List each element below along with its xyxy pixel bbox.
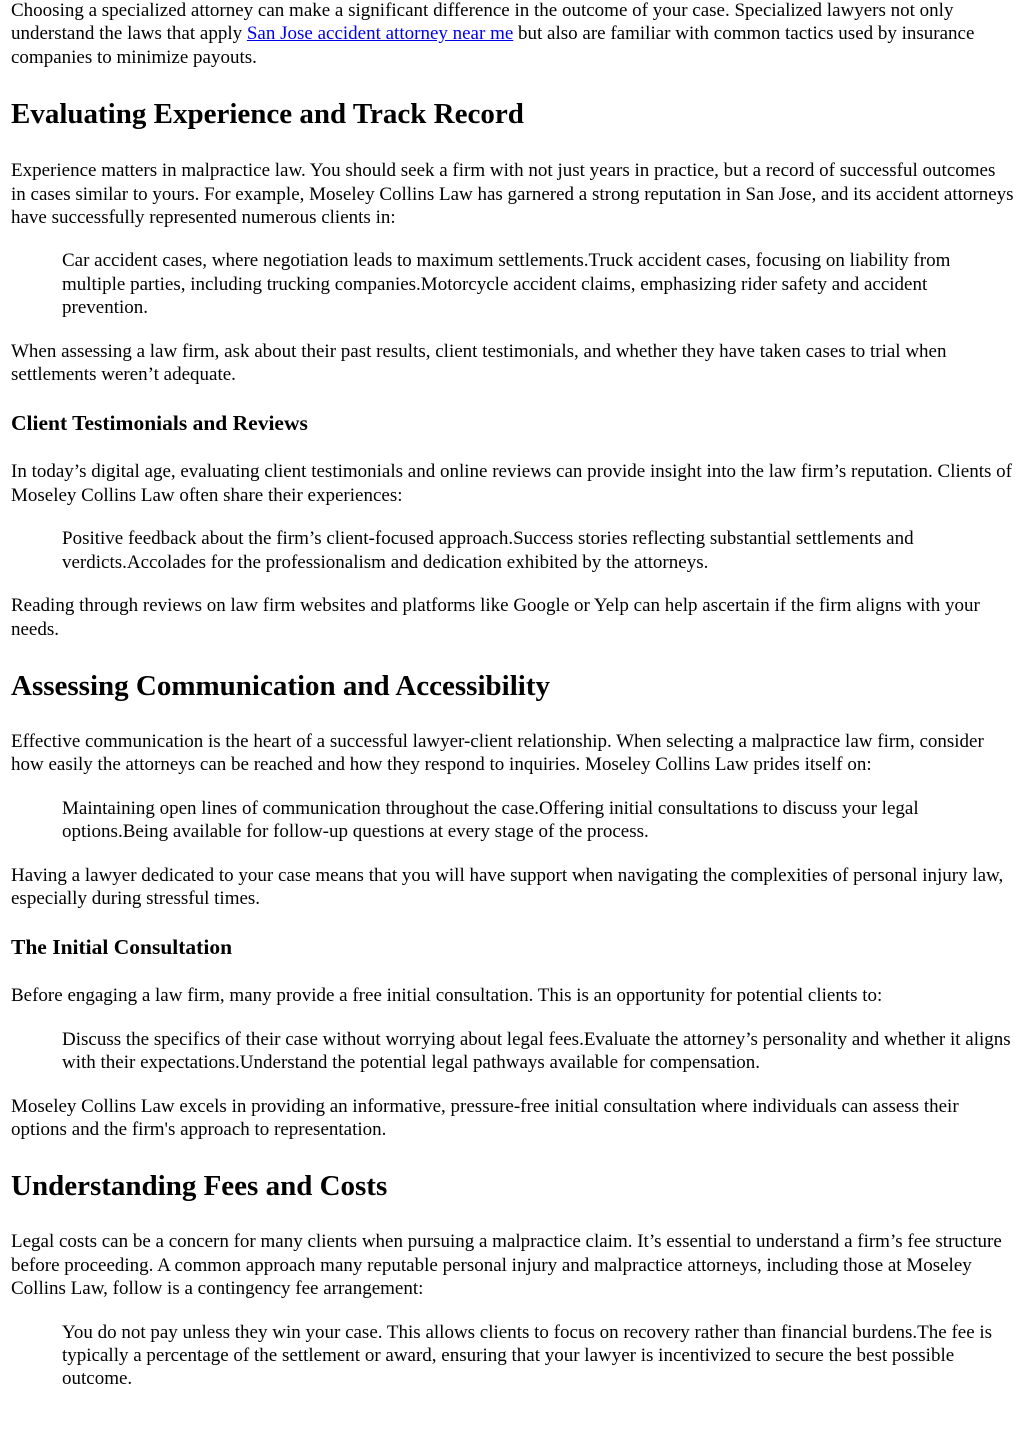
- testimonials-paragraph-1: In today’s digital age, evaluating client testimonials and online reviews can provide insight into the law firm’s reputation. Clients of Moseley Collins Law often share their experiences:: [11, 461, 1012, 506]
- san-jose-attorney-link[interactable]: San Jose accident attorney near me: [246, 23, 514, 45]
- intro-text-before-link: Choosing a specialized attorney can make a significant difference in the outcome of your case. Specialized lawyers not only understand the laws that apply: [11, 0, 954, 45]
- heading-testimonials: Client Testimonials and Reviews: [11, 411, 308, 436]
- experience-blockquote: Car accident cases, where negotiation leads to maximum settlements.Truck accident cases, focusing on liability from multiple parties, including trucking companies.Motorcycle accident claims, emphasizing rider safety and accident prevention.: [62, 250, 951, 319]
- testimonials-blockquote: Positive feedback about the firm’s client-focused approach.Success stories reflecting substantial settlements and verdicts.Accolades for the professionalism and dedication exhibited by the attorneys.: [62, 528, 914, 573]
- communication-blockquote: Maintaining open lines of communication throughout the case.Offering initial consultations to discuss your legal options.Being available for follow-up questions at every stage of the process.: [62, 797, 919, 843]
- fees-blockquote: You do not pay unless they win your case. This allows clients to focus on recovery rather than financial burdens.The fee is typically a percentage of the settlement or award, ensuring that your lawyer is incentivized to secure the best possible outcome.: [62, 1321, 993, 1390]
- fees-paragraph-1: Legal costs can be a concern for many clients when pursuing a malpractice claim. It’s essential to understand a firm’s fee structure before proceeding. A common approach many reputable personal injury and malpractice attorneys, including those at Moseley Collins Law, follow is a contingency fee arrangement:: [11, 1231, 1002, 1300]
- experience-paragraph-2: When assessing a law firm, ask about their past results, client testimonials, and whether they have taken cases to trial when settlements weren’t adequate.: [11, 340, 947, 386]
- consultation-blockquote: Discuss the specifics of their case without worrying about legal fees.Evaluate the attorney’s personality and whether it aligns with their expectations.Understand the potential legal pathways available for compensation.: [62, 1028, 1011, 1074]
- heading-consultation: The Initial Consultation: [11, 935, 233, 960]
- heading-experience: Evaluating Experience and Track Record: [11, 98, 524, 131]
- consultation-paragraph-1: Before engaging a law firm, many provide a free initial consultation. This is an opportunity for potential clients to:: [11, 985, 883, 1007]
- intro-paragraph: [11, 0, 1014, 69]
- heading-communication: Assessing Communication and Accessibility: [11, 669, 550, 702]
- heading-fees: Understanding Fees and Costs: [11, 1170, 388, 1203]
- consultation-paragraph-2: Moseley Collins Law excels in providing an informative, pressure-free initial consultation where individuals can assess their options and the firm's approach to representation.: [11, 1095, 959, 1140]
- intro-text-after-link: but also are familiar with common tactics used by insurance companies to minimize payouts.: [11, 23, 975, 68]
- testimonials-paragraph-2: Reading through reviews on law firm websites and platforms like Google or Yelp can help ascertain if the firm aligns with your needs.: [11, 595, 980, 640]
- communication-paragraph-2: Having a lawyer dedicated to your case means that you will have support when navigating the complexities of personal injury law, especially during stressful times.: [11, 864, 1004, 909]
- communication-paragraph-1: Effective communication is the heart of a successful lawyer-client relationship. When selecting a malpractice law firm, consider how easily the attorneys can be reached and how they respond to inquiries. Moseley Collins Law prides itself on:: [11, 730, 984, 776]
- experience-paragraph-1: Experience matters in malpractice law. You should seek a firm with not just years in practice, but a record of successful outcomes in cases similar to yours. For example, Moseley Collins Law has garnered a strong reputation in San Jose, and its accident attorneys have successfully represented numerous clients in:: [11, 160, 1014, 229]
